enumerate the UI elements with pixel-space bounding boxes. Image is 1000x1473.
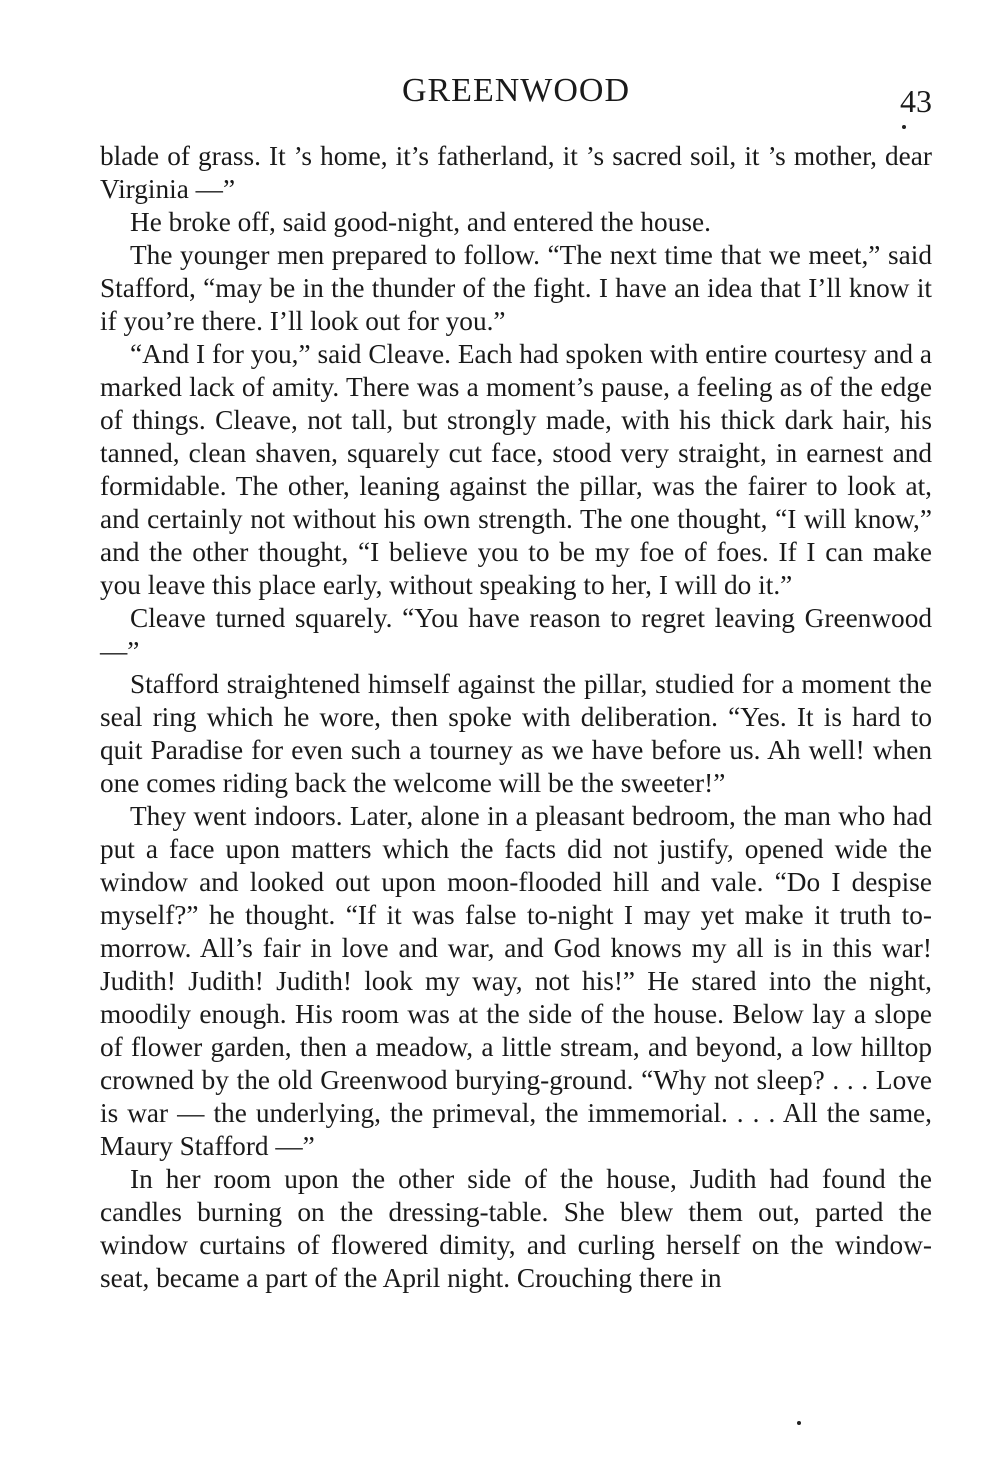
paragraph: In her room upon the other side of the house, Judith had found the candles burning on the dressing-table. She blew them out, parted the window curtains of flowered dimity, and curling herself on the window-seat, became a part of the April night. Crouching there in (100, 1164, 932, 1293)
running-title: GREENWOOD (401, 72, 631, 109)
paragraph: “And I for you,” said Cleave. Each had spoken with entire courtesy and a marked lack of amity. There was a moment’s pause, a feeling as of the edge of things. Cleave, not tall, but strongly made, with his thick dark hair, his tanned, clean shaven, squarely cut face, stood very straight, in earnest and formidable. The other, leaning against the pillar, was the fairer to look at, and certainly not without his own strength. The one thought, “I will know,” and the other thought, “I believe you to be my foe of foes. If I can make you leave this place early, without speaking to her, I will do it.” (100, 339, 932, 600)
paragraph: The younger men prepared to follow. “The next time that we meet,” said Stafford, “may be in the thunder of the fight. I have an idea that I’ll know it if you’re there. I’ll look out for you.” (100, 240, 932, 336)
paragraph: They went indoors. Later, alone in a pleasant bedroom, the man who had put a face upon matters which the facts did not justify, opened wide the window and looked out upon moon-flooded hill and vale. “Do I despise myself?” he thought. “If it was false to-night I may yet make it truth to-morrow. All’s fair in love and war, and God knows my all is in this war! Judith! Judith! Judith! look my way, not his!” He stared into the night, moodily enough. His room was at the side of the house. Below lay a slope of flower garden, then a meadow, a little stream, and beyond, a low hilltop crowned by the old Greenwood burying-ground. “Why not sleep? . . . Love is war — the underlying, the primeval, the immemorial. . . . All the same, Maury Stafford —” (100, 801, 932, 1161)
page-number: 43 (900, 83, 932, 119)
body-text (100, 140, 932, 1295)
ink-speck (902, 125, 906, 129)
page-header (100, 68, 932, 118)
paragraph: blade of grass. It ’s home, it’s fatherland, it ’s sacred soil, it ’s mother, dear Virginia —” (100, 141, 932, 204)
paragraph: Stafford straightened himself against the pillar, studied for a moment the seal ring which he wore, then spoke with deliberation. “Yes. It is hard to quit Paradise for even such a tourney as we have before us. Ah well! when one comes riding back the welcome will be the sweeter!” (100, 669, 932, 798)
paragraph: He broke off, said good-night, and entered the house. (130, 207, 711, 237)
ink-speck (797, 1421, 801, 1425)
paragraph: Cleave turned squarely. “You have reason to regret leaving Greenwood —” (100, 603, 932, 666)
